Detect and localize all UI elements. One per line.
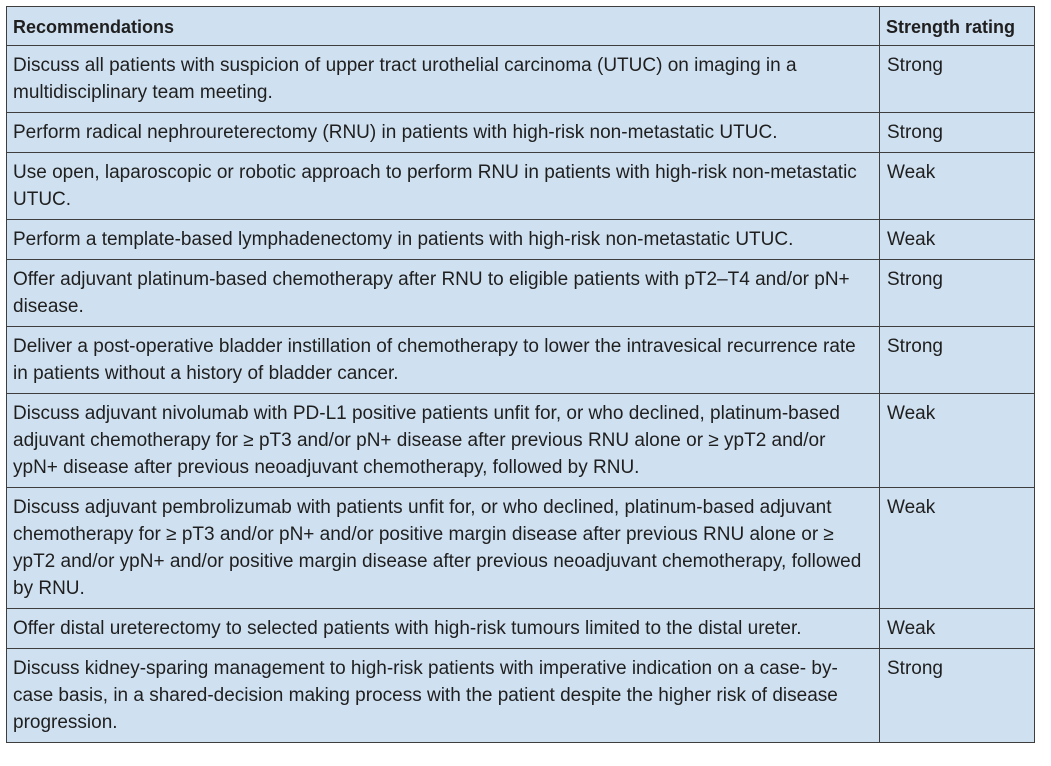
strength-cell: Weak (880, 153, 1035, 220)
recommendation-cell: Discuss kidney-sparing management to high-risk patients with imperative indication on a case- by-case basis, in a shared-decision making process with the patient despite the higher risk of disease progression. (7, 649, 880, 743)
strength-cell: Weak (880, 609, 1035, 649)
table-row (7, 46, 1035, 113)
table-row (7, 260, 1035, 327)
recommendation-cell: Use open, laparoscopic or robotic approach to perform RNU in patients with high-risk non-metastatic UTUC. (7, 153, 880, 220)
table-row (7, 113, 1035, 153)
recommendation-cell: Deliver a post-operative bladder instillation of chemotherapy to lower the intravesical recurrence rate in patients without a history of bladder cancer. (7, 327, 880, 394)
header-recommendations: Recommendations (7, 7, 880, 46)
recommendations-table (6, 6, 1035, 743)
table-row (7, 609, 1035, 649)
strength-cell: Strong (880, 327, 1035, 394)
table-header-row (7, 7, 1035, 46)
recommendation-cell: Discuss all patients with suspicion of upper tract urothelial carcinoma (UTUC) on imaging in a multidisciplinary team meeting. (7, 46, 880, 113)
table-row (7, 649, 1035, 743)
table-row (7, 153, 1035, 220)
strength-cell: Weak (880, 488, 1035, 609)
table-row (7, 220, 1035, 260)
strength-cell: Strong (880, 649, 1035, 743)
strength-cell: Weak (880, 220, 1035, 260)
strength-cell: Strong (880, 46, 1035, 113)
recommendation-cell: Discuss adjuvant nivolumab with PD-L1 positive patients unfit for, or who declined, platinum-based adjuvant chemotherapy for ≥ pT3 and/or pN+ disease after previous RNU alone or ≥ ypT2 and/or ypN+ disease after previous neoadjuvant chemotherapy, followed by RNU. (7, 394, 880, 488)
recommendation-cell: Discuss adjuvant pembrolizumab with patients unfit for, or who declined, platinum-based adjuvant chemotherapy for ≥ pT3 and/or pN+ and/or positive margin disease after previous RNU alone or ≥ ypT2 and/or ypN+ and/or positive margin disease after previous neoadjuvant chemotherapy, followed by RNU. (7, 488, 880, 609)
recommendation-cell: Perform radical nephroureterectomy (RNU) in patients with high-risk non-metastatic UTUC. (7, 113, 880, 153)
recommendation-cell: Offer adjuvant platinum-based chemotherapy after RNU to eligible patients with pT2–T4 and/or pN+ disease. (7, 260, 880, 327)
strength-cell: Strong (880, 113, 1035, 153)
header-strength-rating: Strength rating (880, 7, 1035, 46)
strength-cell: Strong (880, 260, 1035, 327)
recommendation-cell: Offer distal ureterectomy to selected patients with high-risk tumours limited to the distal ureter. (7, 609, 880, 649)
strength-cell: Weak (880, 394, 1035, 488)
table-row (7, 327, 1035, 394)
recommendation-cell: Perform a template-based lymphadenectomy in patients with high-risk non-metastatic UTUC. (7, 220, 880, 260)
table-row (7, 394, 1035, 488)
table-row (7, 488, 1035, 609)
